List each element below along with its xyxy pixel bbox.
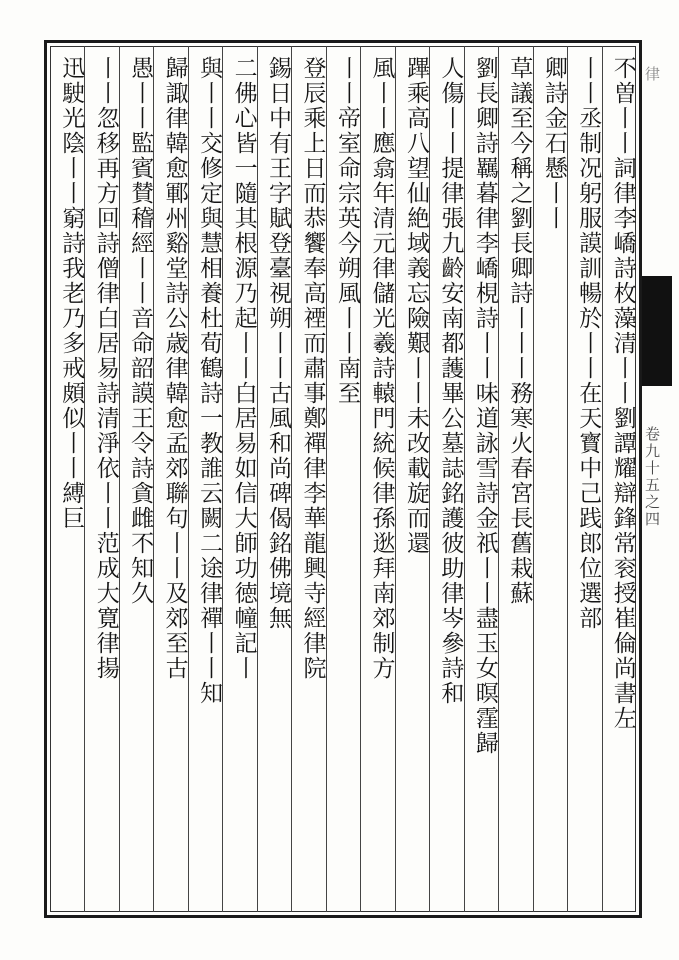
text-column: 劉長卿詩羈暮律李嶠梘詩丨丨味道詠雪詩金祇丨丨盡玉女暝䨟歸	[471, 56, 498, 756]
text-column: 風丨丨應翕年清元律儲光羲詩轅門統候律孫逖拜南郊制方	[368, 56, 395, 681]
text-column: 丨丨丞制况躬服謨訓暢於丨丨在天寳中己践郎位選部	[575, 56, 602, 631]
fore-edge-margin	[642, 46, 672, 906]
fish-tail-mark	[642, 276, 672, 386]
text-column: 歸諏律韓愈鄆州谿堂詩公歳律韓愈孟郊聯句丨丨及郊至古	[161, 56, 188, 681]
text-column: 人傷丨丨提律張九齡安南都䕶畢公墓誌銘護彼助律岑參詩和	[437, 56, 464, 706]
text-column: 與丨丨交修定與慧相養杜荀鶴詩一教誰云闕二途律禪丨丨知	[196, 56, 223, 706]
text-column: 二佛心皆一隨其根源乃起丨丨白居易如信大師功徳幢記丨	[230, 56, 257, 681]
text-column: 登辰乘上日而恭饗奉高禋而肅事鄭禪律李華龍興寺經律院	[299, 56, 326, 681]
text-column: 愚丨丨監賓賛稽經丨丨音命韶謨王令詩貪雌不知久	[127, 56, 154, 606]
text-column: 錫日中有王字賦登臺視朔丨丨古風和尚碑偈銘佛境無	[265, 56, 292, 631]
margin-volume-label: 卷九十五之四	[643, 426, 661, 528]
text-column: 丨丨忽移再方回詩僧律白居易詩清淨依丨丨范成大寛律揚	[92, 56, 119, 681]
text-column: 蹕乘高八望仙絶域義忘險艱丨丨未改載旋而還	[402, 56, 429, 556]
text-column: 卿詩金石懸丨丨	[540, 56, 567, 231]
text-column: 丨丨帝室命宗英今朔風丨丨南至	[334, 56, 360, 406]
text-column: 迅駛光陰丨丨窮詩我老乃多戒頗似丨丨縛巨	[58, 56, 85, 531]
text-column: 草議至今稱之劉長卿詩丨丨丨務寒火春宮長舊栽蘇	[506, 56, 533, 606]
margin-title: 律	[643, 66, 661, 84]
text-column: 不曽丨丨詞律李嶠詩枚藻清丨丨劉譚耀辯鋒常衮授崔倫尚書左	[609, 56, 636, 731]
